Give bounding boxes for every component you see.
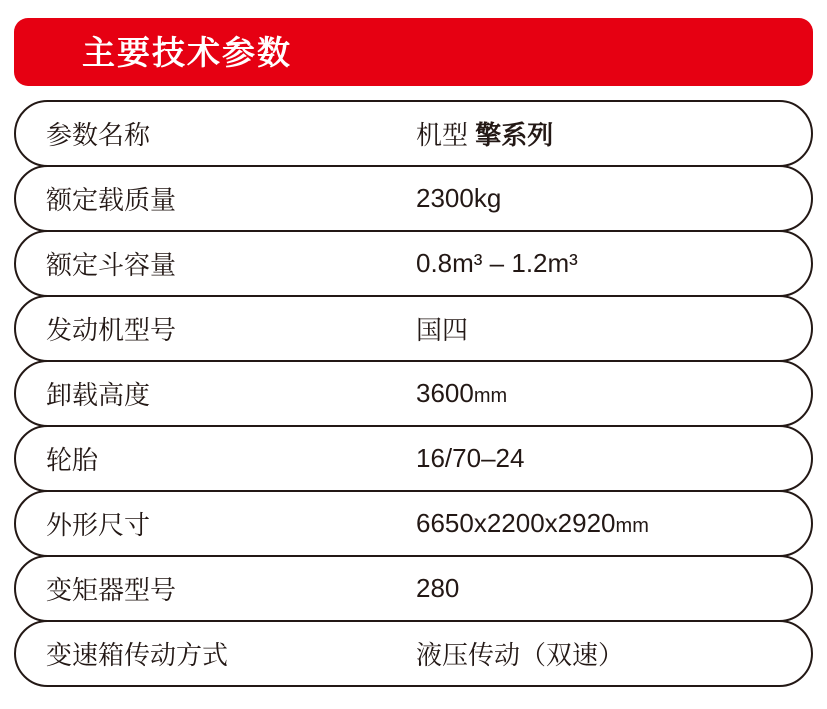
param-value-cell <box>416 508 811 539</box>
param-value-cell <box>416 378 811 409</box>
table-row <box>14 425 813 492</box>
table-row <box>14 165 813 232</box>
value-number: 3600 <box>416 378 474 408</box>
table-row <box>14 360 813 427</box>
spec-table <box>14 100 813 685</box>
value-unit: mm <box>473 385 508 407</box>
value-number: 6650x2200x2920 <box>416 508 616 538</box>
param-name-cell: 参数名称 <box>46 120 151 150</box>
param-value-cell: 国四 <box>416 315 469 345</box>
param-name-cell: 额定载质量 <box>46 185 177 215</box>
page-title: 主要技术参数 <box>82 33 292 71</box>
param-name-cell: 发动机型号 <box>46 315 177 345</box>
table-row <box>14 230 813 297</box>
table-row <box>14 490 813 557</box>
value-unit: mm <box>615 515 649 537</box>
table-row <box>14 555 813 622</box>
param-value-cell <box>416 115 811 152</box>
param-name-cell: 额定斗容量 <box>46 250 177 280</box>
param-value-cell: 16/70–24 <box>416 443 525 473</box>
param-name-cell: 轮胎 <box>46 445 99 475</box>
param-name-cell: 卸载高度 <box>46 380 151 410</box>
table-row <box>14 295 813 362</box>
model-label: 机型 <box>416 120 476 150</box>
param-value-cell: 280 <box>416 573 460 603</box>
model-series: 擎系列 <box>475 120 554 150</box>
table-row <box>14 100 813 167</box>
param-value-cell: 0.8m³ – 1.2m³ <box>416 248 578 278</box>
param-name-cell: 变矩器型号 <box>46 575 177 605</box>
param-name-cell: 变速箱传动方式 <box>46 640 229 670</box>
param-name-cell: 外形尺寸 <box>46 510 151 540</box>
header-banner <box>14 18 813 86</box>
param-value-cell: 2300kg <box>416 183 502 213</box>
table-row <box>14 620 813 687</box>
param-value-cell: 液压传动（双速） <box>416 640 625 670</box>
